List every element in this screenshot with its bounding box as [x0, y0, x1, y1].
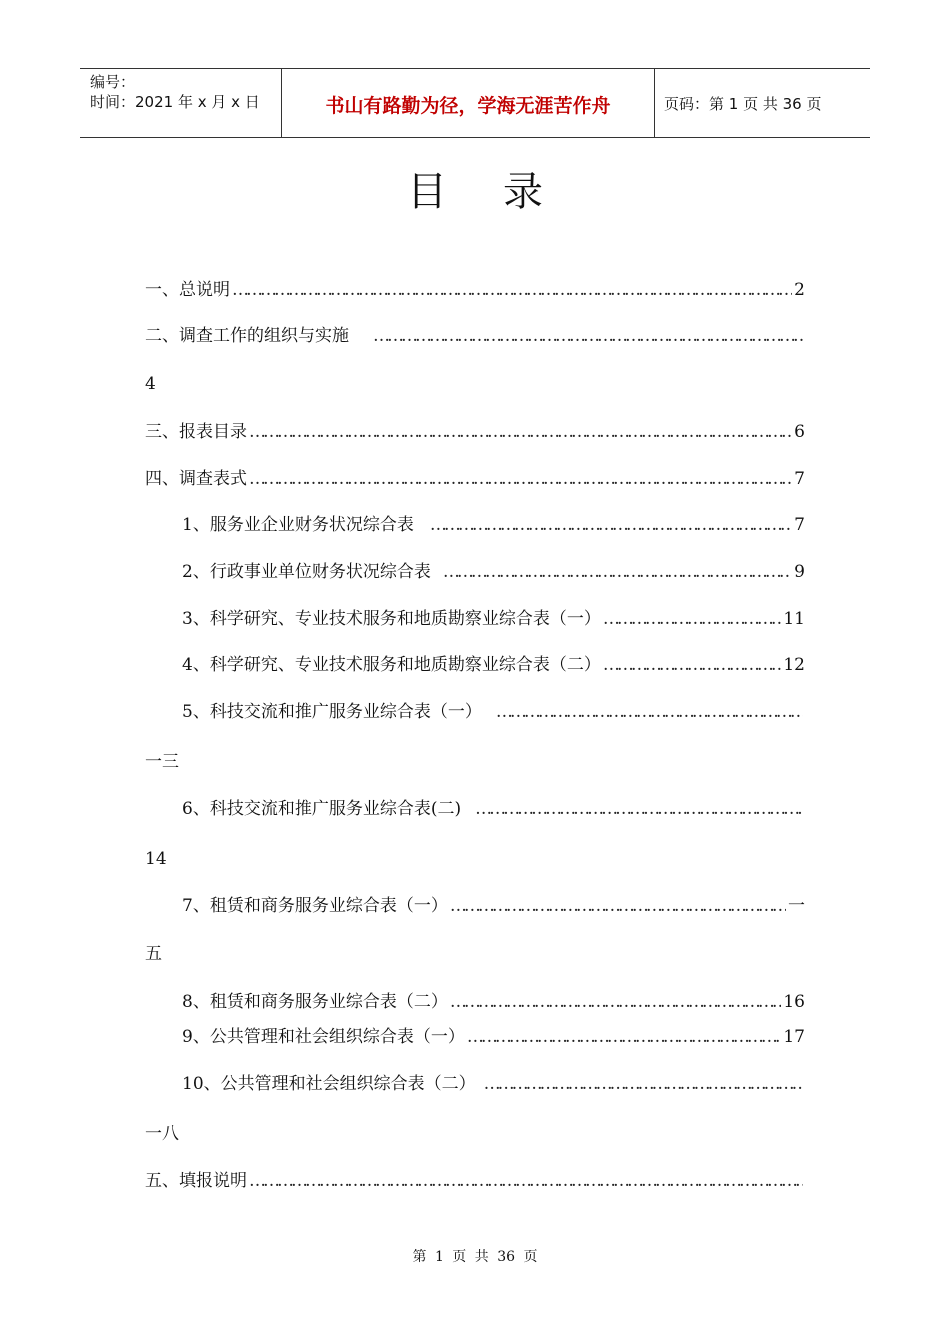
toc-entry[interactable] — [145, 421, 805, 443]
toc-entry-label: 三、报表目录 — [145, 422, 247, 442]
toc-entry-label: 1、服务业企业财务状况综合表 — [182, 515, 414, 535]
toc-entry-label: 8、租赁和商务服务业综合表（二） — [182, 992, 448, 1012]
toc-entry[interactable] — [182, 991, 805, 1013]
document-time-label: 时间：2021 年 x 月 x 日 — [90, 93, 260, 111]
toc-entry-page-continued: 4 — [145, 374, 156, 394]
toc-entry[interactable] — [182, 1073, 805, 1095]
header-motto: 书山有路勤为径，学海无涯苦作舟 — [325, 95, 611, 117]
toc-entry-label: 5、科技交流和推广服务业综合表（一） — [182, 702, 482, 722]
toc-leader — [249, 421, 792, 443]
toc-entry-label: 一、总说明 — [145, 280, 230, 300]
toc-leader — [603, 608, 782, 630]
toc-entry-page: 一 — [788, 896, 805, 916]
toc-leader — [443, 561, 792, 583]
toc-entry-page: 7 — [794, 469, 805, 489]
toc-entry-label: 6、科技交流和推广服务业综合表(二) — [182, 799, 462, 819]
toc-entry[interactable] — [145, 1170, 805, 1192]
toc-entry[interactable] — [145, 468, 805, 490]
toc-entry-page: 11 — [783, 609, 805, 629]
toc-entry[interactable] — [182, 561, 805, 583]
toc-entry-label: 9、公共管理和社会组织综合表（一） — [182, 1027, 465, 1047]
toc-entry[interactable] — [182, 654, 805, 676]
toc-entry[interactable] — [145, 325, 805, 347]
toc-leader — [484, 1073, 803, 1095]
toc-entry-page: 7 — [794, 515, 805, 535]
toc-entry-page-continued: 14 — [145, 849, 167, 869]
toc-entry-label: 2、行政事业单位财务状况综合表 — [182, 562, 431, 582]
toc-entry-page: 2 — [794, 280, 805, 300]
document-number-label: 编号： — [90, 73, 136, 91]
toc-entry[interactable] — [145, 279, 805, 301]
toc-entry-page-continued: 五 — [145, 944, 162, 964]
toc-entry-page-continued: 一八 — [145, 1124, 179, 1144]
toc-entry-page: 17 — [783, 1027, 805, 1047]
toc-entry-page: 12 — [783, 655, 805, 675]
toc-entry-page: 16 — [783, 992, 805, 1012]
toc-entry-label: 四、调查表式 — [145, 469, 247, 489]
toc-entry-label: 4、科学研究、专业技术服务和地质勘察业综合表（二） — [182, 655, 601, 675]
toc-leader — [467, 1026, 782, 1048]
toc-entry[interactable] — [182, 608, 805, 630]
toc-entry-page-continued: 一三 — [145, 752, 179, 772]
toc-entry-page: 9 — [794, 562, 805, 582]
toc-entry-label: 10、公共管理和社会组织综合表（二） — [182, 1074, 476, 1094]
toc-entry[interactable] — [182, 798, 805, 820]
page-footer: 第 1 页 共 36 页 — [412, 1249, 538, 1265]
toc-entry-label: 二、调查工作的组织与实施 — [145, 326, 349, 346]
toc-entry[interactable] — [182, 514, 805, 536]
toc-leader — [249, 468, 792, 490]
toc-leader — [373, 325, 803, 347]
toc-leader — [603, 654, 782, 676]
toc-entry[interactable] — [182, 1026, 805, 1048]
toc-leader — [450, 895, 786, 917]
toc-entry-label: 3、科学研究、专业技术服务和地质勘察业综合表（一） — [182, 609, 601, 629]
toc-entry[interactable] — [182, 701, 805, 723]
toc-entry[interactable] — [182, 895, 805, 917]
toc-leader — [496, 701, 803, 723]
toc-leader — [475, 798, 803, 820]
toc-leader — [450, 991, 782, 1013]
page-title: 目录 — [407, 169, 599, 215]
toc-entry-page: 6 — [794, 422, 805, 442]
toc-entry-label: 五、填报说明 — [145, 1171, 247, 1191]
toc-leader — [232, 279, 792, 301]
header-page-code: 页码：第 1 页 共 36 页 — [664, 95, 822, 113]
toc-leader — [249, 1170, 803, 1192]
toc-entry-label: 7、租赁和商务服务业综合表（一） — [182, 896, 448, 916]
toc-leader — [430, 514, 792, 536]
